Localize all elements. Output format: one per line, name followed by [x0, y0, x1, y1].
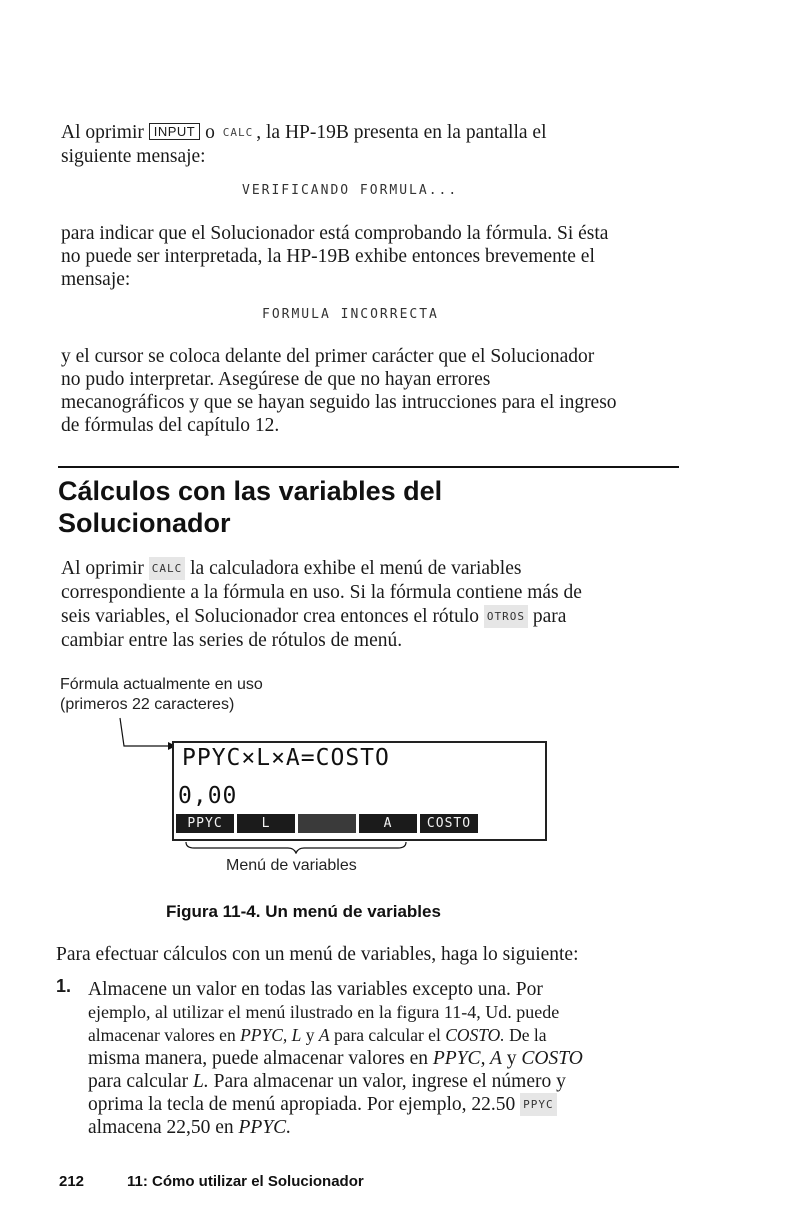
- step-line: [88, 1093, 557, 1116]
- step-var: L.: [193, 1071, 209, 1092]
- step-text: almacena 22,50 en: [88, 1117, 234, 1138]
- intro-line: no pudo interpretar. Asegúrese de que no hayan errores: [61, 369, 491, 390]
- section-text: para: [532, 606, 567, 627]
- step-line: [88, 1070, 566, 1093]
- menu-brace: [184, 840, 408, 854]
- step-text: De la: [509, 1025, 547, 1045]
- step-line: [88, 1116, 291, 1139]
- input-key: INPUT: [149, 123, 201, 140]
- step-var: COSTO.: [445, 1025, 505, 1045]
- section-rule: [58, 466, 679, 468]
- section-text: la calculadora exhibe el menú de variables: [190, 558, 522, 579]
- intro-line: y el cursor se coloca delante del primer carácter que el Solucionador: [61, 346, 595, 367]
- step-var: A: [318, 1025, 330, 1045]
- step-text: Para almacenar un valor, ingrese el número y: [213, 1071, 566, 1092]
- intro-line: de fórmulas del capítulo 12.: [61, 415, 280, 436]
- intro-line: no puede ser interpretada, la HP-19B exhibe entonces brevemente el: [61, 246, 595, 267]
- menu-key-ppyc[interactable]: PPYC: [176, 814, 234, 833]
- display-formula: PPYC×L×A=COSTO: [182, 745, 390, 771]
- step-var: PPYC.: [238, 1117, 292, 1138]
- callout-arrow: [110, 716, 180, 756]
- section-text: Al oprimir: [61, 558, 144, 579]
- step-line: [88, 1024, 546, 1047]
- figure-callout-label: Fórmula actualmente en uso: [60, 676, 263, 693]
- intro-text: Al oprimir: [61, 122, 144, 143]
- ppyc-softkey: PPYC: [520, 1093, 557, 1116]
- section-paragraph: [61, 557, 521, 580]
- step-line: [88, 1047, 583, 1070]
- calc-softkey: CALC: [222, 126, 254, 139]
- section-line: correspondiente a la fórmula en uso. Si la fórmula contiene más de: [61, 582, 582, 603]
- figure-title: Figura 11-4. Un menú de variables: [166, 902, 441, 921]
- section-line: cambiar entre las series de rótulos de menú.: [61, 630, 403, 651]
- intro-line: para indicar que el Solucionador está comprobando la fórmula. Si ésta: [61, 223, 609, 244]
- step-line: ejemplo, al utilizar el menú ilustrado en la figura 11-4, Ud. puede: [88, 1002, 560, 1022]
- section-title: Cálculos con las variables del: [58, 476, 443, 506]
- section-text: seis variables, el Solucionador crea entonces el rótulo: [61, 606, 480, 627]
- step-text: para calcular: [88, 1071, 189, 1092]
- step-var: COSTO: [521, 1048, 583, 1069]
- menu-key-l[interactable]: L: [237, 814, 295, 833]
- display-value: 0,00: [178, 783, 238, 809]
- menu-key-a[interactable]: A: [359, 814, 417, 833]
- incorrect-formula-message: FORMULA INCORRECTA: [262, 307, 439, 322]
- step-line: Almacene un valor en todas las variables excepto una. Por: [88, 979, 543, 1000]
- intro-line: siguiente mensaje:: [61, 146, 206, 167]
- intro-line: mensaje:: [61, 269, 131, 290]
- section-title: Solucionador: [58, 508, 231, 538]
- step-number: 1.: [56, 976, 72, 996]
- intro-paragraph-1: [61, 121, 546, 144]
- step-var: PPYC, L: [240, 1025, 302, 1045]
- chapter-title: 11: Cómo utilizar el Solucionador: [127, 1173, 364, 1190]
- figure-callout-label: (primeros 22 caracteres): [60, 696, 235, 713]
- calc-softkey: CALC: [149, 557, 186, 580]
- intro-line: mecanográficos y que se hayan seguido las intrucciones para el ingreso: [61, 392, 617, 413]
- variables-menu: [176, 814, 478, 833]
- calculator-display: [172, 741, 547, 841]
- verifying-message: VERIFICANDO FORMULA...: [242, 183, 459, 198]
- menu-key-empty: [298, 814, 356, 833]
- steps-lead: Para efectuar cálculos con un menú de variables, haga lo siguiente:: [56, 944, 579, 965]
- step-text: almacenar valores en: [88, 1025, 236, 1045]
- step-text: y: [506, 1048, 517, 1069]
- menu-caption: Menú de variables: [226, 857, 357, 874]
- step-text: y: [305, 1025, 315, 1045]
- otros-softkey: OTROS: [484, 605, 528, 628]
- step-text: oprima la tecla de menú apropiada. Por ejemplo, 22.50: [88, 1094, 516, 1115]
- step-text: misma manera, puede almacenar valores en: [88, 1048, 429, 1069]
- section-line: [61, 605, 566, 628]
- intro-text: o: [205, 122, 215, 143]
- menu-key-costo[interactable]: COSTO: [420, 814, 478, 833]
- intro-text: , la HP-19B presenta en la pantalla el: [256, 122, 547, 143]
- step-var: PPYC, A: [432, 1048, 502, 1069]
- step-text: para calcular el: [333, 1025, 441, 1045]
- page-number: 212: [59, 1173, 85, 1190]
